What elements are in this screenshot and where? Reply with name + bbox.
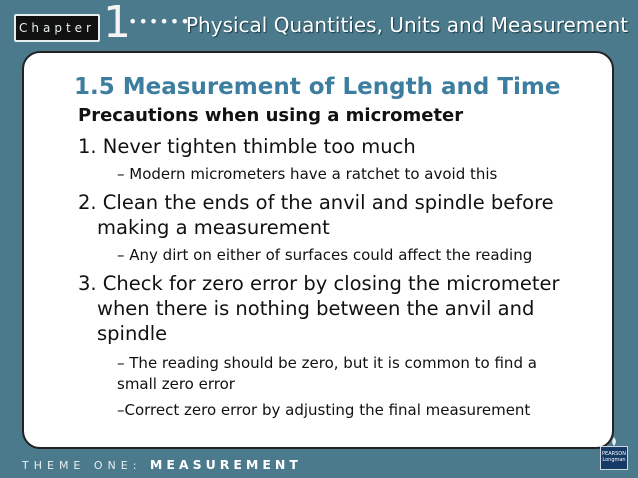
footer-theme (22, 457, 302, 472)
chapter-dots: •••••• (128, 12, 191, 31)
slide-title: 1.5 Measurement of Length and Time (74, 74, 561, 100)
point-3-sub-1-line-2: small zero error (117, 375, 235, 393)
publisher-logo: PEARSON Longman (600, 446, 628, 470)
footer-theme-label: THEME ONE: (22, 459, 142, 472)
point-1-line-1: 1. Never tighten thimble too much (78, 135, 416, 158)
chapter-title: Physical Quantities, Units and Measurement (186, 13, 629, 37)
point-1-sub-1: – Modern micrometers have a ratchet to avoid this (117, 165, 498, 183)
point-3-line-1: 3. Check for zero error by closing the micrometer (78, 272, 560, 295)
chapter-label: Chapter (14, 14, 100, 42)
publisher-flame-icon (610, 437, 618, 446)
point-2-line-2: making a measurement (97, 216, 330, 239)
point-3-sub-1-line-1: – The reading should be zero, but it is common to find a (117, 354, 537, 372)
point-2-sub-1: – Any dirt on either of surfaces could affect the reading (117, 246, 533, 264)
chapter-number: 1 (103, 0, 131, 48)
slide-subtitle: Precautions when using a micrometer (78, 105, 464, 126)
point-3-sub-2: –Correct zero error by adjusting the final measurement (117, 401, 531, 419)
footer-theme-name: MEASUREMENT (149, 457, 302, 472)
point-3-line-3: spindle (97, 322, 168, 345)
point-2-line-1: 2. Clean the ends of the anvil and spindle before (78, 191, 554, 214)
point-3-line-2: when there is nothing between the anvil and (97, 297, 535, 320)
